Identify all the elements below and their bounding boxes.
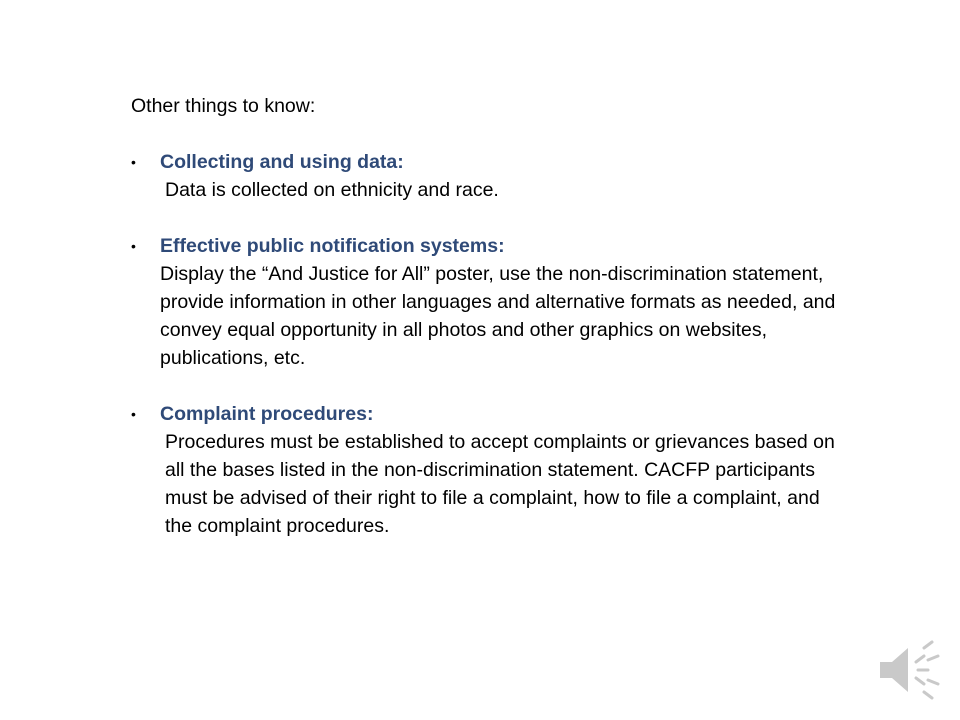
bullet-icon: • bbox=[131, 154, 136, 170]
bullet-text: Display the “And Justice for All” poster, use the non-discrimination statement, provide information in other languages and alternative formats as needed, and convey equal opportunity in all photos and other graphics on websites, publications, etc. bbox=[160, 263, 836, 369]
bullet-heading: Collecting and using data: bbox=[160, 151, 404, 173]
bullet-item-complaint-procedures bbox=[131, 400, 851, 540]
bullet-text: Procedures must be established to accept complaints or grievances based on all the bases listed in the non-discrimination statement. CACFP participants must be advised of their right to file a complaint, how to file a complaint, and the complaint procedures. bbox=[165, 431, 835, 537]
bullet-item-collecting-data bbox=[131, 148, 851, 204]
bullet-icon: • bbox=[131, 406, 136, 422]
speaker-icon[interactable] bbox=[878, 640, 942, 700]
slide-content bbox=[131, 92, 851, 540]
bullet-heading: Complaint procedures: bbox=[160, 403, 374, 425]
intro-text: Other things to know: bbox=[131, 95, 316, 117]
bullet-heading: Effective public notification systems: bbox=[160, 235, 505, 257]
bullet-text: Data is collected on ethnicity and race. bbox=[165, 179, 499, 201]
bullet-item-public-notification bbox=[131, 232, 851, 372]
bullet-icon: • bbox=[131, 238, 136, 254]
